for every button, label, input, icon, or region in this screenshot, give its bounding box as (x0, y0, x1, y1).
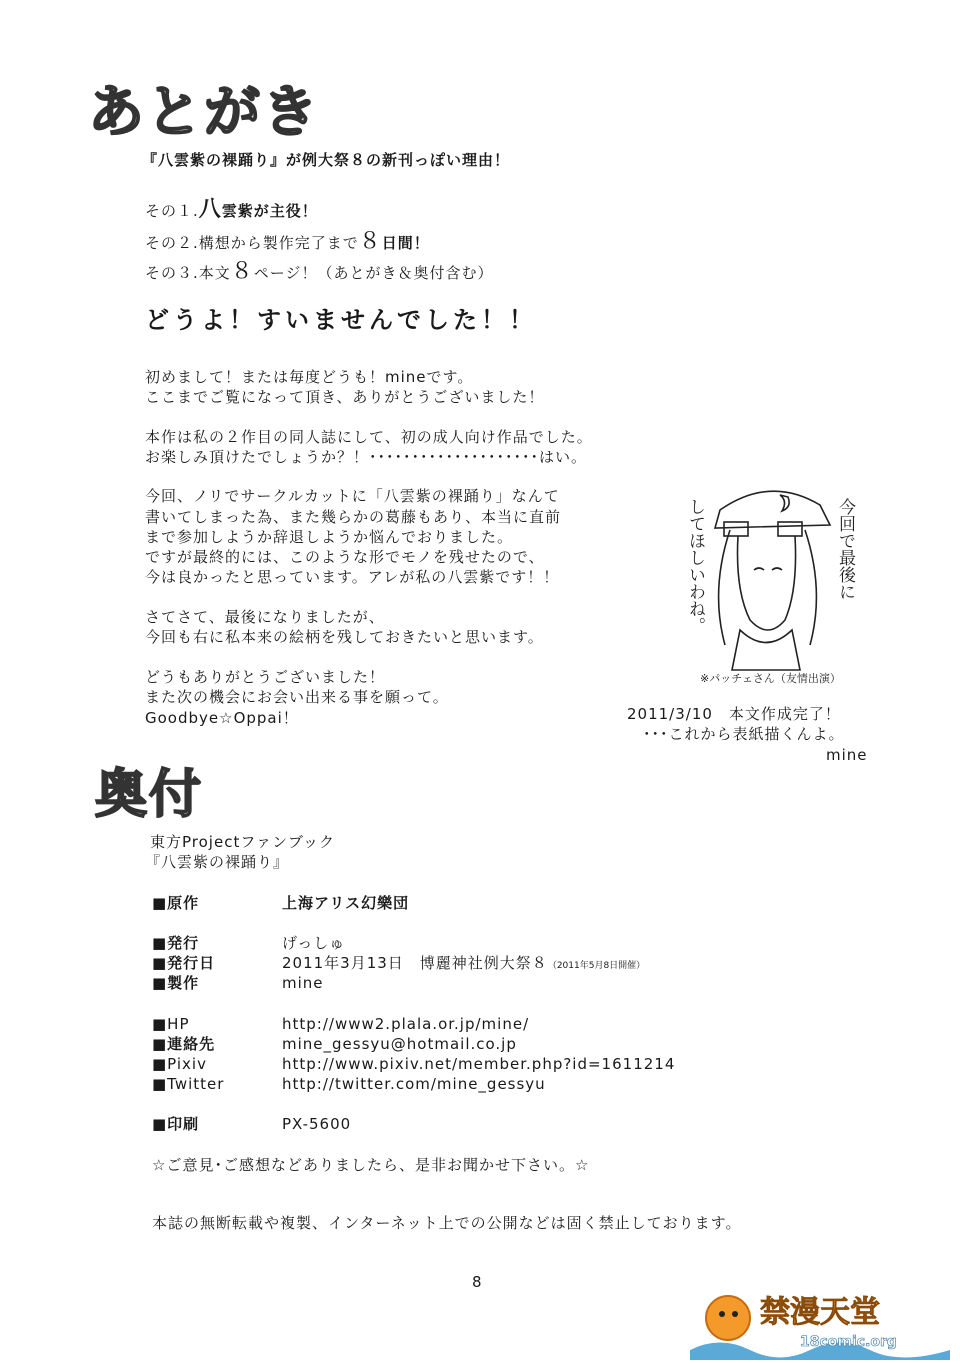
colophon-author-value: mine (282, 974, 324, 992)
paragraph-2-line-1: 本作は私の２作目の同人誌にして、初の成人向け作品でした。 (145, 428, 593, 446)
colophon-printing-value: PX-5600 (282, 1115, 352, 1133)
colophon-publisher-label: ■発行 (152, 934, 200, 952)
patchouli-sketch (680, 470, 880, 690)
colophon-twitter-label: ■Twitter (152, 1075, 225, 1093)
colophon-publisher-value: げっしゅ (282, 934, 346, 952)
colophon-date-label: ■発行日 (152, 954, 216, 972)
sketch-hair-left (719, 530, 730, 645)
colophon-heading: 奥付 (95, 765, 204, 825)
page-number: 8 (472, 1273, 483, 1291)
reason-1: その１.八雲紫が主役！ (145, 197, 318, 222)
paragraph-5-line-1: どうもありがとうございました！ (145, 668, 386, 686)
paragraph-3-line-3: まで参加しようか辞退しようか悩んでおりました。 (145, 528, 514, 546)
colophon-twitter-value: http://twitter.com/mine_gessyu (282, 1075, 546, 1093)
watermark-url: 18comic.org (800, 1334, 897, 1350)
completion-date: 2011/3/10 本文作成完了！ (627, 705, 841, 723)
paragraph-3-line-4: ですが最終的には、このような形でモノを残せたので、 (145, 548, 545, 566)
afterword-heading: あとがき (88, 80, 320, 145)
reason-3: その３.本文８ページ！（あとがき＆奥付含む） (145, 259, 494, 284)
apology-line: どうよ！すいませんでした！！ (145, 306, 537, 334)
paragraph-3-line-2: 書いてしまった為、また幾らかの葛藤もあり、本当に直前 (145, 508, 562, 526)
sketch-hair-right (805, 530, 816, 645)
sketch-ribbon-right (778, 522, 802, 536)
copyright-notice: 本誌の無断転載や複製、インターネット上での公開などは固く禁止しております。 (152, 1214, 742, 1232)
watermark-title: 禁漫天堂 (760, 1295, 880, 1330)
feedback-line: ☆ご意見･ご感想などありましたら、是非お聞かせ下さい。☆ (152, 1156, 590, 1174)
paragraph-1-line-1: 初めまして！または毎度どうも！mineです。 (145, 368, 474, 386)
colophon-pixiv-value: http://www.pixiv.net/member.php?id=1611214 (282, 1055, 676, 1073)
sketch-eye-right (772, 568, 782, 570)
paragraph-3-line-1: 今回、ノリでサークルカットに「八雲紫の裸踊り」なんて (145, 487, 560, 505)
colophon-author-label: ■製作 (152, 974, 200, 992)
colophon-date-note: （2011年5月8日開催） (547, 961, 646, 971)
colophon-original-value: 上海アリス幻樂団 (282, 894, 410, 912)
book-series: 東方Projectファンブック (150, 833, 335, 851)
colophon-date-value: 2011年3月13日 博麗神社例大祭８（2011年5月8日開催） (282, 954, 646, 972)
book-title: 『八雲紫の裸踊り』 (145, 853, 290, 871)
colophon-contact-label: ■連絡先 (152, 1035, 216, 1053)
paragraph-3-line-5: 今は良かったと思っています。アレが私の八雲紫です！！ (145, 568, 560, 586)
colophon-hp-label: ■HP (152, 1015, 190, 1033)
intro-line: 『八雲紫の裸踊り』が例大祭８の新刊っぽい理由！ (142, 151, 511, 169)
colophon-contact-value: mine_gessyu@hotmail.co.jp (282, 1035, 517, 1053)
paragraph-4-line-1: さてさて、最後になりましたが、 (145, 608, 385, 626)
sketch-text-left: してほしいわね。 (685, 498, 705, 634)
paragraph-5-line-3: Goodbye☆Oppai！ (145, 709, 299, 727)
reason-2: その２.構想から製作完了まで８日間！ (145, 229, 430, 254)
watermark-mascot-icon (706, 1296, 750, 1340)
completion-note: ･･･これから表紙描くんよ。 (643, 725, 845, 743)
paragraph-2-line-2: お楽しみ頂けたでしょうか？！････････････････････はい。 (145, 448, 588, 466)
sketch-text-right: 今回で最後に (835, 498, 855, 600)
paragraph-4-line-2: 今回も右に私本来の絵柄を残しておきたいと思います。 (145, 628, 544, 646)
sketch-eye-left (754, 568, 764, 570)
paragraph-1-line-2: ここまでご覧になって頂き、ありがとうございました！ (145, 388, 545, 406)
site-watermark (690, 1280, 950, 1360)
paragraph-5-line-2: また次の機会にお会い出来る事を願って。 (145, 688, 449, 706)
sketch-crescent (780, 495, 789, 511)
colophon-pixiv-label: ■Pixiv (152, 1055, 207, 1073)
sketch-body (732, 630, 800, 670)
completion-signature: mine (826, 746, 868, 764)
colophon-printing-label: ■印刷 (152, 1115, 200, 1133)
colophon-hp-value: http://www2.plala.or.jp/mine/ (282, 1015, 530, 1033)
sketch-caption: ※パッチェさん（友情出演） (700, 672, 841, 685)
colophon-original-label: ■原作 (152, 894, 200, 912)
sketch-ribbon-left (724, 522, 748, 536)
sketch-face (738, 536, 796, 630)
